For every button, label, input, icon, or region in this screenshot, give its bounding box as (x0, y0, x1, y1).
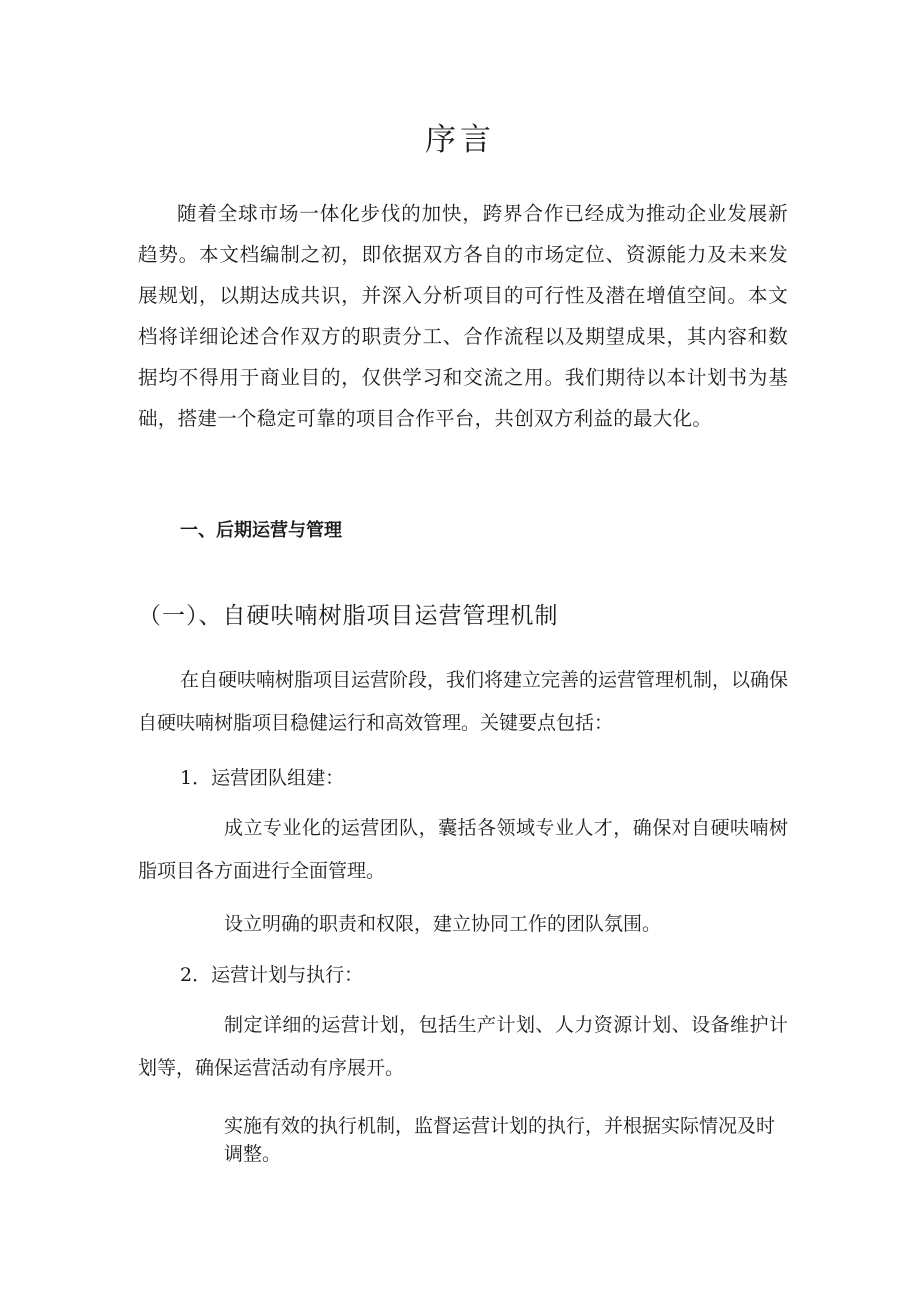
subsection-heading: （一）、自硬呋喃树脂项目运营管理机制 (138, 603, 559, 629)
list-item-point: 设立明确的职责和权限，建立协同工作的团队氛围。 (224, 913, 662, 935)
list-item-label: 2．运营计划与执行： (180, 964, 364, 986)
page-title: 序言 (425, 122, 495, 158)
list-item-point: 实施有效的执行机制，监督运营计划的执行，并根据实际情况及时调整。 (224, 1115, 776, 1165)
intro-paragraph: 在自硬呋喃树脂项目运营阶段，我们将建立完善的运营管理机制，以确保自硬呋喃树脂项目稳健运行和高效管理。关键要点包括： (138, 669, 789, 734)
section-heading: 一、后期运营与管理 (180, 520, 342, 541)
list-item-label: 1．运营团队组建： (180, 767, 345, 789)
list-item-point: 制定详细的运营计划，包括生产计划、人力资源计划、设备维护计划等，确保运营活动有序展开。 (138, 1014, 788, 1079)
list-item-point: 成立专业化的运营团队，囊括各领域专业人才，确保对自硬呋喃树脂项目各方面进行全面管理。 (138, 817, 788, 882)
preface-paragraph: 随着全球市场一体化步伐的加快，跨界合作已经成为推动企业发展新趋势。本文档编制之初，即依据双方各自的市场定位、资源能力及未来发展规划，以期达成共识，并深入分析项目的可行性及潜在增值空间。本文档将详细论述合作双方的职责分工、合作流程以及期望成果，其内容和数据均不得用于商业目的，仅供学习和交流之用。我们期待以本计划书为基础，搭建一个稳定可靠的项目合作平台，共创双方利益的最大化。 (138, 202, 788, 430)
